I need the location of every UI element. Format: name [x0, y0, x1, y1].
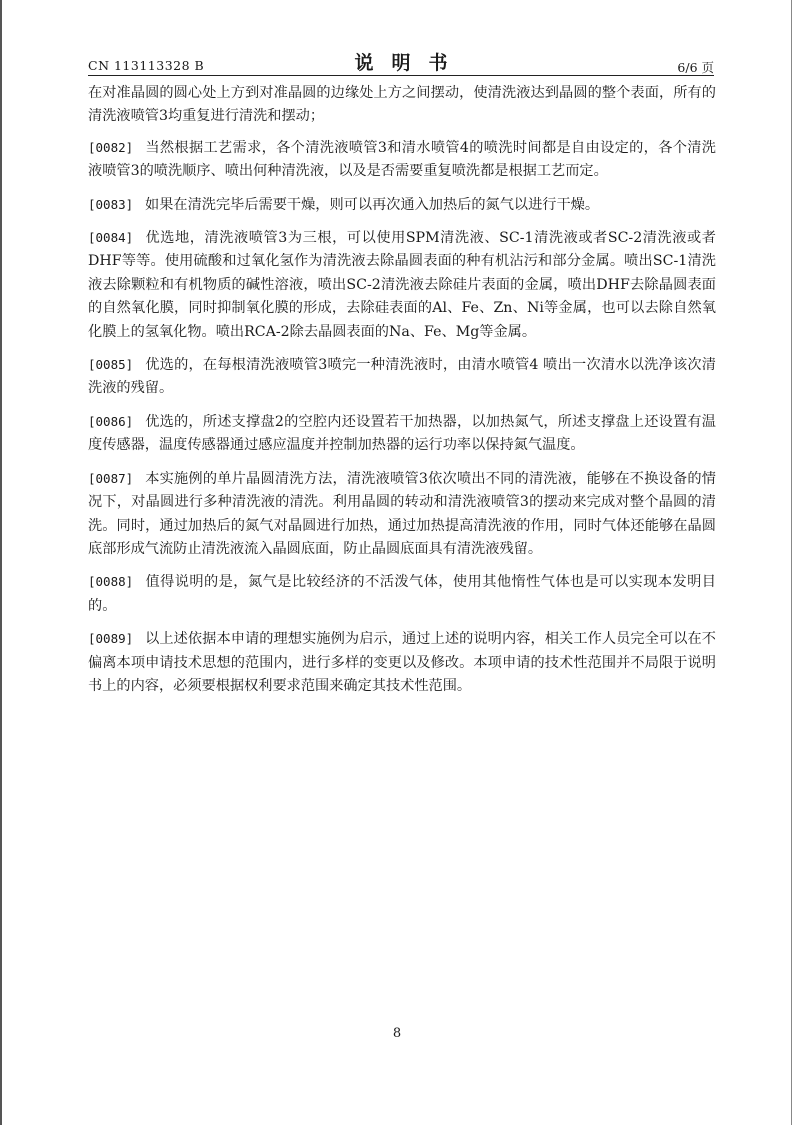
page-right-border — [791, 0, 792, 1125]
paragraph-0084 — [88, 226, 716, 344]
page-info: 6/6 页 — [677, 60, 714, 75]
paragraph-0082 — [88, 136, 716, 184]
paragraph-0088 — [88, 570, 716, 618]
paragraph-id: [0085] — [88, 357, 134, 373]
paragraph-id: [0086] — [88, 413, 134, 429]
page-header — [88, 50, 714, 76]
paragraph-0083 — [88, 193, 716, 217]
paragraph-text: 如果在清洗完毕后需要干燥，则可以再次通入加热后的氮气以进行干燥。 — [145, 196, 600, 213]
paragraph-id: [0083] — [88, 196, 134, 212]
paragraph-continued — [88, 82, 716, 129]
paragraph-0085 — [88, 353, 716, 401]
document-body — [88, 82, 716, 707]
paragraph-id: [0082] — [88, 139, 134, 155]
header-rule — [88, 75, 714, 76]
paragraph-text: 在对准晶圆的圆心处上方到对准晶圆的边缘处上方之间摆动，使清洗液达到晶圆的整个表面，所有的清洗液喷管3均重复进行清洗和摆动； — [88, 85, 716, 125]
paragraph-0087 — [88, 467, 716, 562]
paragraph-text: 以上述依据本申请的理想实施例为启示，通过上述的说明内容，相关工作人员完全可以在不偏离本项申请技术思想的范围内，进行多样的变更以及修改。本项申请的技术性范围并不局限于说明书上的内容，必须要根据权利要求范围来确定其技术性范围。 — [88, 631, 716, 694]
paragraph-id: [0089] — [88, 631, 134, 647]
paragraph-text: 当然根据工艺需求，各个清洗液喷管3和清水喷管4的喷洗时间都是自由设定的，各个清洗液喷管3的喷洗顺序、喷出何种清洗液，以及是否需要重复喷洗都是根据工艺而定。 — [88, 139, 716, 180]
paragraph-text: 本实施例的单片晶圆清洗方法，清洗液喷管3依次喷出不同的清洗液，能够在不换设备的情况下，对晶圆进行多种清洗液的清洗。利用晶圆的转动和清洗液喷管3的摆动来完成对整个晶圆的清洗。同时，通过加热后的氮气对晶圆进行加热，通过加热提高清洗液的作用，同时气体还能够在晶圆底部形成气流防止清洗液流入晶圆底面，防止晶圆底面具有清洗液残留。 — [88, 470, 716, 557]
paragraph-0089 — [88, 627, 716, 698]
paragraph-id: [0087] — [88, 470, 134, 486]
publication-number: CN 113113328 B — [88, 58, 205, 73]
page-left-border — [0, 0, 2, 1125]
paragraph-id: [0088] — [88, 574, 134, 590]
paragraph-text: 优选地，清洗液喷管3为三根，可以使用SPM清洗液、SC-1清洗液或者SC-2清洗液或者DHF等等。使用硫酸和过氧化氢作为清洗液去除晶圆表面的种有机沾污和部分金属。喷出SC-1清洗液去除颗粒和有机物质的碱性溶液，喷出SC-2清洗液去除硅片表面的金属，喷出DHF去除晶圆表面的自然氧化膜，同时抑制氧化膜的形成，去除硅表面的Al、Fe、Zn、Ni等金属，也可以去除自然氧化膜上的氢氧化物。喷出RCA-2除去晶圆表面的Na、Fe、Mg等金属。 — [88, 230, 716, 340]
paragraph-text: 值得说明的是，氮气是比较经济的不活泼气体，使用其他惰性气体也是可以实现本发明目的。 — [88, 574, 716, 614]
page-number: 8 — [392, 1026, 402, 1041]
document-title: 说明书 — [354, 52, 466, 74]
paragraph-text: 优选的，所述支撑盘2的空腔内还设置若干加热器，以加热氮气，所述支撑盘上还设置有温度传感器，温度传感器通过感应温度并控制加热器的运行功率以保持氮气温度。 — [88, 413, 716, 454]
paragraph-0086 — [88, 410, 716, 458]
paragraph-text: 优选的，在每根清洗液喷管3喷完一种清洗液时，由清水喷管4 喷出一次清水以洗净该次清洗液的残留。 — [88, 357, 716, 397]
paragraph-id: [0084] — [88, 230, 134, 246]
